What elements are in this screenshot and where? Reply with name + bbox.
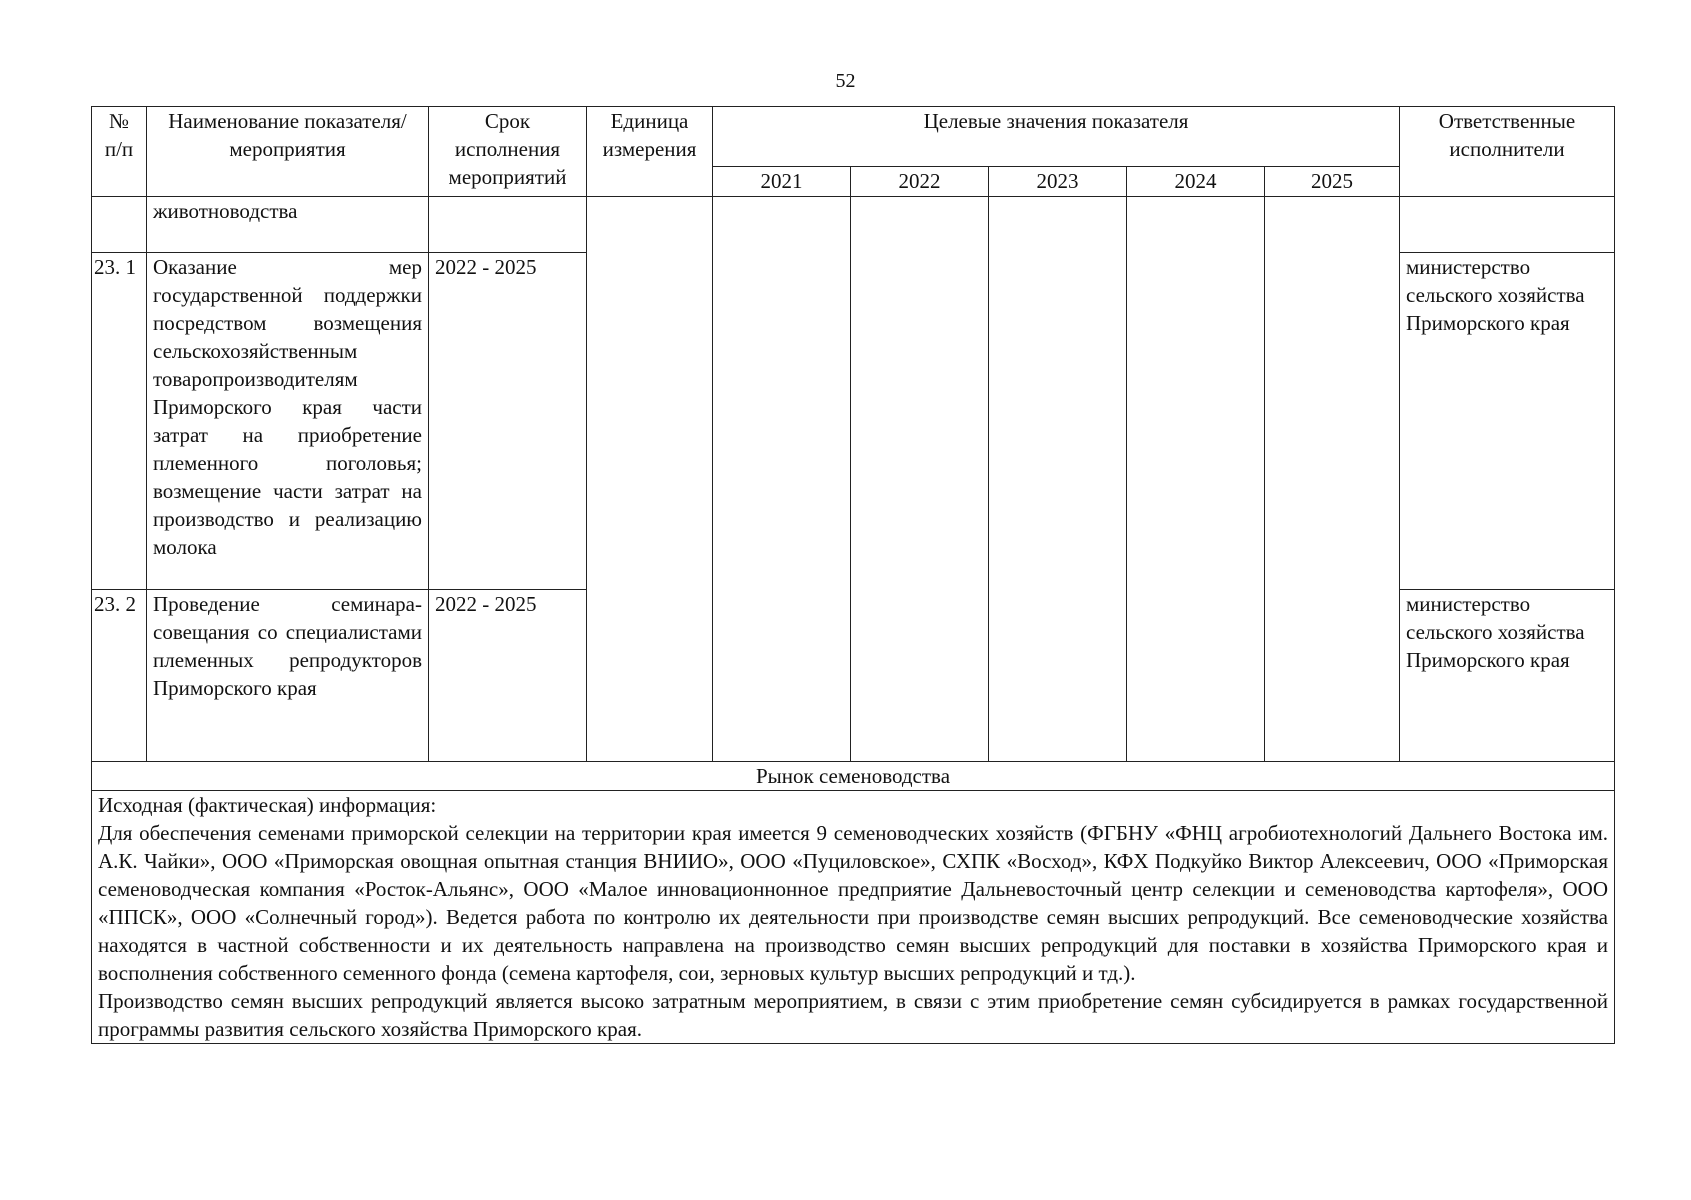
section-title: Рынок семеноводства <box>92 762 1615 791</box>
row-value-2021 <box>713 197 851 762</box>
header-year: 2025 <box>1265 167 1400 197</box>
row-num <box>92 197 147 253</box>
info-paragraph: Производство семян высших репродукций является высоко затратным мероприятием, в связи с этим приобретение семян субсидируется в рамках государственной программы развития сельского хозяйства Приморского края. <box>98 989 1609 1041</box>
row-unit <box>587 197 713 762</box>
header-year: 2022 <box>851 167 989 197</box>
row-name: Проведение семинара-совещания со специалистами племенных репродукторов Приморского края <box>147 590 429 762</box>
indicators-table <box>91 106 1615 1044</box>
section-title-row <box>92 762 1615 791</box>
header-num: № п/п <box>92 107 147 197</box>
info-cell <box>92 791 1615 1044</box>
row-responsible <box>1400 197 1615 253</box>
row-responsible: министерство сельского хозяйства Приморского края <box>1400 590 1615 762</box>
row-term: 2022 - 2025 <box>429 590 587 762</box>
row-num: 23. 1 <box>92 253 147 590</box>
row-value-2023 <box>989 197 1127 762</box>
table-row <box>92 197 1615 253</box>
row-term: 2022 - 2025 <box>429 253 587 590</box>
header-year: 2024 <box>1127 167 1265 197</box>
row-value-2024 <box>1127 197 1265 762</box>
header-year: 2021 <box>713 167 851 197</box>
info-row <box>92 791 1615 1044</box>
info-paragraph: Для обеспечения семенами приморской селекции на территории края имеется 9 семеноводческих хозяйств (ФГБНУ «ФНЦ агробиотехнологий Дальнего Востока им. А.К. Чайки», ООО «Приморская овощная опытная станция ВНИИО», ООО «Пуциловское», СХПК «Восход», КФХ Подкуйко Виктор Алексеевич, ООО «Приморская семеноводческая компания «Росток-Альянс», ООО «Малое инновационнонное предприятие Дальневосточный центр селекции и семеноводства картофеля», ООО «ППСК», ООО «Солнечный город»). Ведется работа по контролю их деятельности при производстве семян высших репродукций. Все семеноводческие хозяйства находятся в частной собственности и их деятельность направлена на производство семян высших репродукций для поставки в хозяйства Приморского края и восполнения собственного семенного фонда (семена картофеля, сои, зерновых культур высших репродукций и тд.). <box>98 821 1609 985</box>
header-target-values: Целевые значения показателя <box>713 107 1400 167</box>
header-unit: Единица измерения <box>587 107 713 197</box>
header-name: Наименование показателя/мероприятия <box>147 107 429 197</box>
row-value-2022 <box>851 197 989 762</box>
row-name: животноводства <box>147 197 429 253</box>
row-name: Оказание мер государственной поддержки посредством возмещения сельскохозяйственным товаропроизводителям Приморского края части затрат на приобретение племенного поголовья; возмещение части затрат на производство и реализацию молока <box>147 253 429 590</box>
header-year: 2023 <box>989 167 1127 197</box>
header-responsible: Ответственные исполнители <box>1400 107 1615 197</box>
header-term: Срок исполнения мероприятий <box>429 107 587 197</box>
row-term <box>429 197 587 253</box>
row-num: 23. 2 <box>92 590 147 762</box>
row-responsible: министерство сельского хозяйства Приморского края <box>1400 253 1615 590</box>
row-value-2025 <box>1265 197 1400 762</box>
page-number: 52 <box>835 70 856 92</box>
info-heading: Исходная (фактическая) информация: <box>98 793 437 817</box>
